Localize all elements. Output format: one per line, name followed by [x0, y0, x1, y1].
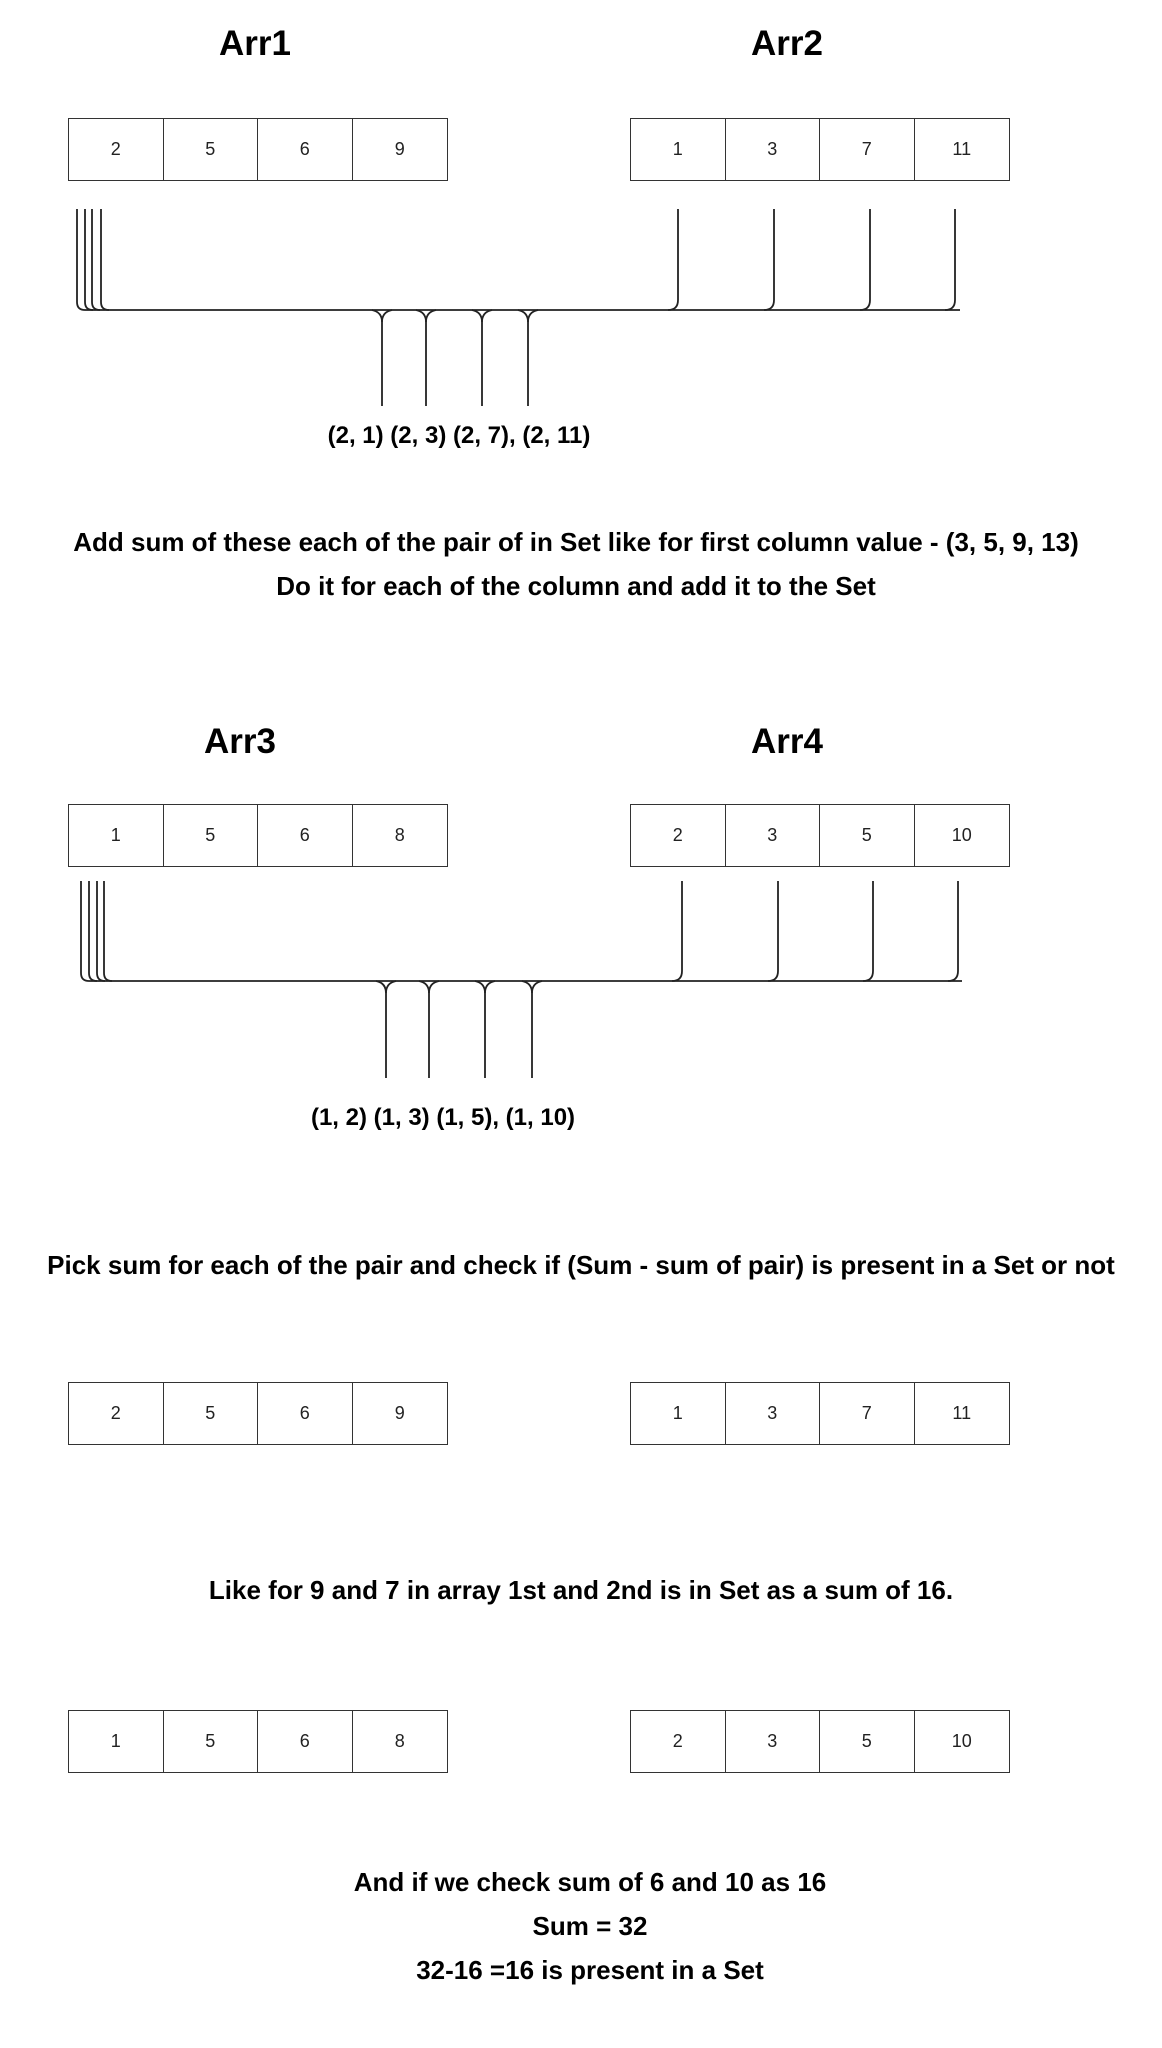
- array-cell: 5: [164, 1383, 259, 1444]
- array-cell: 9: [394, 1403, 405, 1423]
- explanation-1-line-2: Do it for each of the column and add it to the Set: [276, 571, 876, 601]
- array-cell: 2: [69, 1383, 164, 1444]
- arr1-title: Arr1: [219, 24, 291, 63]
- array-cell: 1: [69, 1711, 164, 1772]
- array-cell: 9: [394, 139, 405, 159]
- pairs-label-2: (1, 2) (1, 3) (1, 5), (1, 10): [310, 1104, 576, 1131]
- array-cell: 3: [726, 805, 821, 866]
- array-cell: 1: [69, 805, 164, 866]
- arr3-repeat-array: [68, 1710, 448, 1773]
- array-cell: 1: [631, 119, 726, 180]
- arr4-array: [630, 804, 1010, 867]
- array-cell: 6: [258, 1711, 353, 1772]
- arr3-title: Arr3: [204, 722, 276, 761]
- array-cell: 5: [820, 805, 915, 866]
- section2-connectors: [81, 881, 962, 1078]
- arr4-title: Arr4: [751, 722, 823, 761]
- array-cell: 6: [258, 1383, 353, 1444]
- arr2-array: [630, 118, 1010, 181]
- array-cell: 2: [631, 805, 726, 866]
- array-cell: 7: [820, 1383, 915, 1444]
- arr1-repeat-array: [68, 1382, 448, 1445]
- array-cell: 5: [164, 805, 259, 866]
- array-cell: 2: [69, 119, 164, 180]
- conclusion-line-1: And if we check sum of 6 and 10 as 16: [353, 1867, 827, 1897]
- array-cell: 6: [258, 805, 353, 866]
- explanation-2-line-1: Pick sum for each of the pair and check if (Sum - sum of pair) is present in a Set or not: [47, 1250, 1115, 1280]
- array-cell: 6: [258, 119, 353, 180]
- explanation-3-line-1: Like for 9 and 7 in array 1st and 2nd is in Set as a sum of 16.: [208, 1575, 954, 1605]
- arr2-title: Arr2: [751, 24, 823, 63]
- section1-connectors: [77, 209, 960, 406]
- pairs-label-1: (2, 1) (2, 3) (2, 7), (2, 11): [327, 422, 591, 449]
- array-cell: 1: [631, 1383, 726, 1444]
- conclusion-line-3: 32-16 =16 is present in a Set: [416, 1955, 764, 1985]
- array-cell: 3: [726, 119, 821, 180]
- arr1-array: [68, 118, 448, 181]
- array-cell: 10: [951, 1731, 972, 1751]
- array-cell: 5: [164, 119, 259, 180]
- arr2-repeat-array: [630, 1382, 1010, 1445]
- arr3-array: [68, 804, 448, 867]
- array-cell: 11: [952, 139, 972, 159]
- array-cell: 2: [631, 1711, 726, 1772]
- array-cell: 8: [394, 1731, 405, 1751]
- array-cell: 8: [394, 825, 405, 845]
- array-cell: 10: [951, 825, 972, 845]
- arr4-repeat-array: [630, 1710, 1010, 1773]
- array-cell: 3: [726, 1383, 821, 1444]
- array-cell: 5: [820, 1711, 915, 1772]
- array-cell: 3: [726, 1711, 821, 1772]
- array-cell: 5: [164, 1711, 259, 1772]
- explanation-1-line-1: Add sum of these each of the pair of in Set like for first column value - (3, 5, 9, 13): [73, 527, 1079, 557]
- array-cell: 11: [952, 1403, 972, 1423]
- array-cell: 7: [820, 119, 915, 180]
- conclusion-line-2: Sum = 32: [532, 1911, 648, 1941]
